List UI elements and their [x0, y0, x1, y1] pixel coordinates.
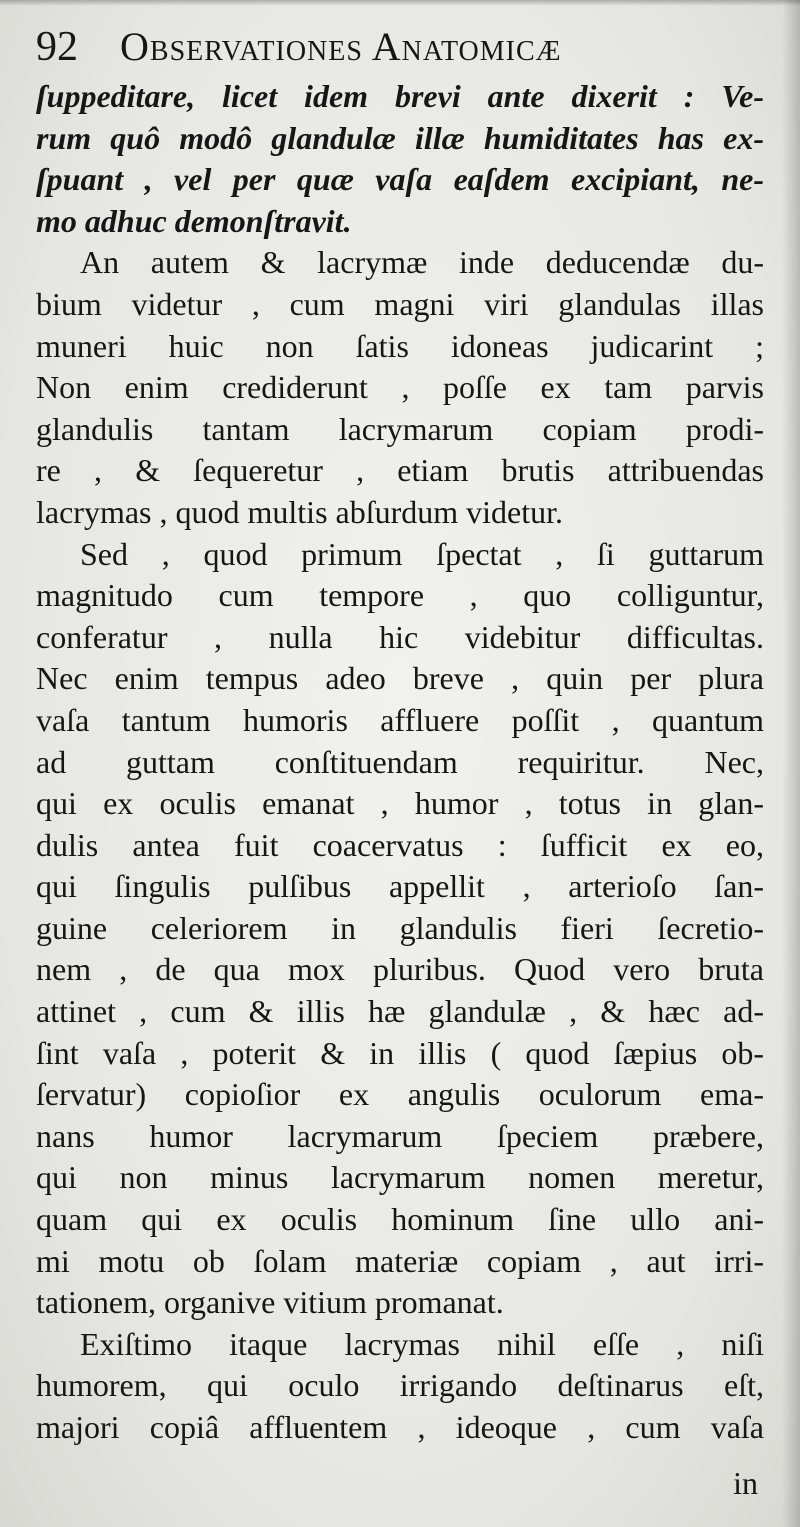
text-line: majori copiâ affluentem , ideoque , cum vaſa	[36, 1409, 764, 1445]
text-line: tationem, organive vitium promanat.	[36, 1284, 504, 1321]
text-line: muneri huic non ſatis idoneas judicarint ;	[36, 327, 764, 364]
text-line: qui ex oculis emanat , humor , totus in glan-	[36, 785, 764, 822]
text-line: Exiſtimo itaque lacrymas nihil eſſe , niſi	[80, 1325, 764, 1362]
page-header	[36, 14, 776, 74]
text-line: dulis antea fuit coacervatus : ſufficit ex eo,	[36, 826, 764, 863]
page-gutter-shadow	[782, 0, 800, 1527]
text-line: qui ſingulis pulſibus appellit , arterioſo ſan-	[36, 868, 764, 905]
text-line: mo adhuc demonſtravit.	[36, 202, 352, 239]
text-line: Non enim crediderunt , poſſe ex tam parvis	[36, 369, 764, 406]
text-line: ſervatur) copioſior ex angulis oculorum ema-	[36, 1076, 764, 1113]
text-line: guine celeriorem in glandulis fieri ſecretio-	[36, 909, 764, 946]
text-line: ſuppeditare, licet idem brevi ante dixerit : Ve-	[36, 78, 764, 114]
text-line: ſpuant , vel per quæ vaſa eaſdem excipiant, ne-	[36, 161, 764, 198]
text-line: nans humor lacrymarum ſpeciem præbere,	[36, 1117, 764, 1154]
text-line: nem , de qua mox pluribus. Quod vero bruta	[36, 951, 764, 988]
text-line: rum quô modô glandulæ illæ humiditates has ex-	[36, 119, 764, 156]
catchword: in	[733, 1465, 758, 1501]
text-line: An autem & lacrymæ inde deducendæ du-	[80, 244, 764, 281]
text-line: magnitudo cum tempore , quo colliguntur,	[36, 577, 764, 614]
text-line: Nec enim tempus adeo breve , quin per plura	[36, 660, 764, 697]
text-line: attinet , cum & illis hæ glandulæ , & hæc ad-	[36, 993, 764, 1030]
text-line: conferatur , nulla hic videbitur difficultas.	[36, 618, 764, 655]
text-line: quam qui ex oculis hominum ſine ullo ani-	[36, 1201, 764, 1238]
text-line: mi motu ob ſolam materiæ copiam , aut irri-	[36, 1242, 764, 1279]
text-line: bium videtur , cum magni viri glandulas illas	[36, 285, 764, 322]
running-title: Observationes Anatomicæ	[120, 24, 562, 69]
page-number: 92	[36, 24, 78, 70]
text-line: ad guttam conſtituendam requiritur. Nec,	[36, 743, 764, 780]
text-line: re , & ſequeretur , etiam brutis attribuendas	[36, 452, 764, 489]
text-line: humorem, qui oculo irrigando deſtinarus eſt,	[36, 1367, 764, 1404]
text-line: lacrymas , quod multis abſurdum videtur.	[36, 493, 564, 530]
text-line: Sed , quod primum ſpectat , ſi guttarum	[80, 535, 764, 572]
text-line: vaſa tantum humoris affluere poſſit , quantum	[36, 701, 764, 738]
page-top-edge	[0, 0, 800, 6]
text-line: glandulis tantam lacrymarum copiam prodi-	[36, 410, 764, 447]
text-line: ſint vaſa , poterit & in illis ( quod ſæpius ob-	[36, 1034, 764, 1071]
text-block	[36, 76, 764, 1449]
text-line: qui non minus lacrymarum nomen meretur,	[36, 1159, 764, 1196]
